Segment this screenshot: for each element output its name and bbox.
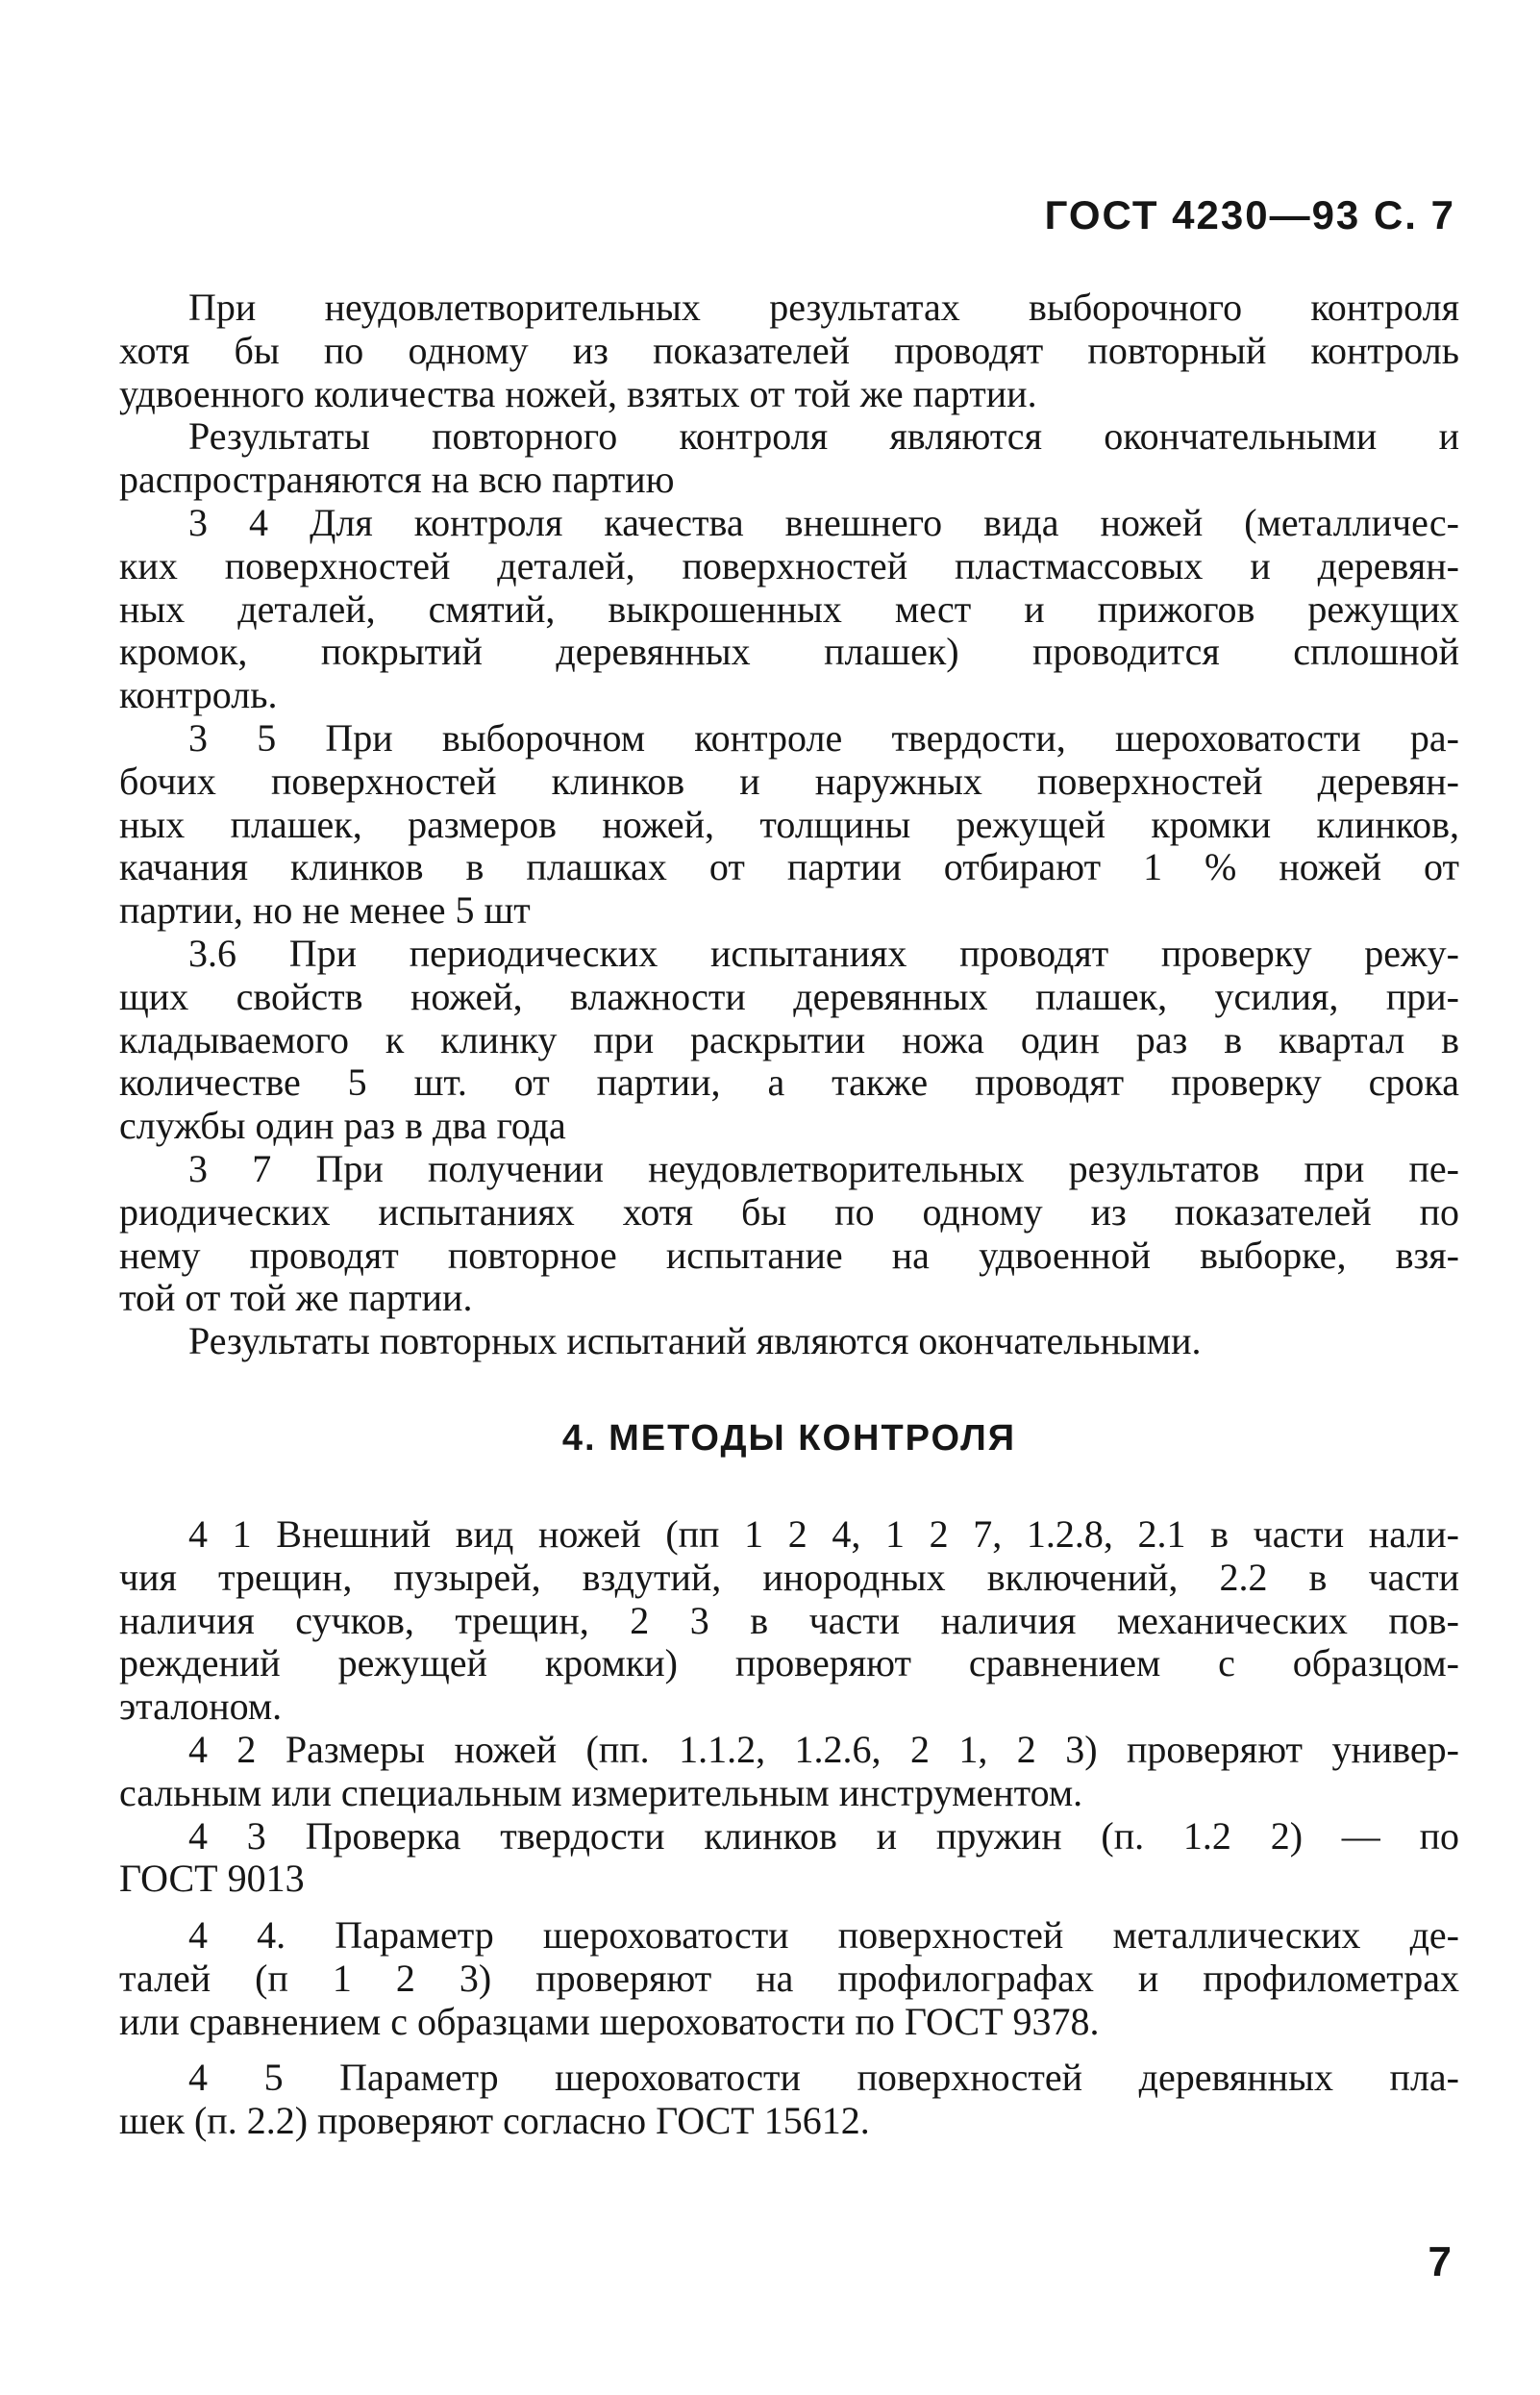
text-line: реждений режущей кромки) проверяют сравнением с образцом- [119, 1641, 1459, 1685]
text-line: бочих поверхностей клинков и наружных поверхностей деревян- [119, 759, 1459, 803]
paragraph-4-4 [119, 1914, 1459, 2043]
text-line: хотя бы по одному из показателей проводят повторный контроль [119, 328, 1459, 372]
text-line: 4 1 Внешний вид ножей (пп 1 2 4, 1 2 7, 1.2.8, 2.1 в части нали- [188, 1511, 1459, 1556]
text-line: распространяются на всю партию [119, 458, 675, 502]
text-line: 4 2 Размеры ножей (пп. 1.1.2, 1.2.6, 2 1, 2 3) проверяют универ- [188, 1727, 1459, 1771]
text-line: чия трещин, пузырей, вздутий, инородных включений, 2.2 в части [119, 1555, 1459, 1599]
text-line: сальным или специальным измерительным инструментом. [119, 1770, 1083, 1814]
text-line: кладываемого к клинку при раскрытии ножа один раз в квартал в [119, 1017, 1459, 1061]
paragraph-tests-final [119, 1320, 1459, 1363]
paragraph-3-5 [119, 717, 1459, 933]
paragraph-3-4 [119, 502, 1459, 717]
text-line: нему проводят повторное испытание на удвоенной выборке, взя- [119, 1233, 1459, 1277]
section-heading: 4. МЕТОДЫ КОНТРОЛЯ [561, 1417, 1017, 1459]
paragraph-4-3 [119, 1815, 1459, 1902]
page-number: 7 [1428, 2238, 1452, 2285]
text-line: ких поверхностей деталей, поверхностей пластмассовых и деревян- [119, 543, 1459, 587]
text-line: щих свойств ножей, влажности деревянных плашек, усилия, при- [119, 974, 1459, 1018]
paragraph-spacer [119, 2043, 1459, 2057]
paragraph-3-7 [119, 1148, 1459, 1320]
text-line: качания клинков в плашках от партии отбирают 1 % ножей от [119, 845, 1459, 889]
text-line: талей (п 1 2 3) проверяют на профилографах и профилометрах [119, 1956, 1459, 2000]
text-line: 4 5 Параметр шероховатости поверхностей деревянных пла- [188, 2056, 1459, 2100]
text-line: кромок, покрытий деревянных плашек) проводится сплошной [119, 630, 1459, 674]
paragraph-4-2 [119, 1729, 1459, 1815]
text-line: удвоенного количества ножей, взятых от той же партии. [119, 371, 1037, 415]
text-line: службы один раз в два года [119, 1104, 566, 1148]
section-spacer [119, 1459, 1459, 1513]
text-line: ных деталей, смятий, выкрошенных мест и прижогов режущих [119, 586, 1459, 631]
paragraph-retest-selective [119, 287, 1459, 415]
text-line: 4 3 Проверка твердости клинков и пружин (п. 1.2 2) — по [188, 1813, 1459, 1858]
section-spacer [119, 1363, 1459, 1417]
text-line: риодических испытаниях хотя бы по одному из показателей по [119, 1189, 1459, 1234]
text-line: Результаты повторных испытаний являются окончательными. [188, 1319, 1202, 1363]
text-line: контроль. [119, 673, 278, 717]
text-line: 3.6 При периодических испытаниях проводят проверку режу- [188, 931, 1459, 975]
text-line: ных плашек, размеров ножей, толщины режущей кромки клинков, [119, 802, 1459, 846]
paragraph-retest-final [119, 415, 1459, 502]
text-line: наличия сучков, трещин, 2 3 в части наличия механических пов- [119, 1598, 1459, 1642]
text-line: той от той же партии. [119, 1276, 473, 1320]
paragraph-4-1 [119, 1513, 1459, 1729]
text-line: шек (п. 2.2) проверяют согласно ГОСТ 15612. [119, 2099, 870, 2143]
text-line: Результаты повторного контроля являются окончательными и [188, 414, 1459, 459]
text-line: эталоном. [119, 1684, 283, 1729]
text-line: ГОСТ 9013 [119, 1857, 305, 1901]
paragraph-spacer [119, 1901, 1459, 1914]
paragraph-3-6 [119, 933, 1459, 1148]
text-line: 4 4. Параметр шероховатости поверхностей металлических де- [188, 1913, 1459, 1958]
text-line: или сравнением с образцами шероховатости по ГОСТ 9378. [119, 1999, 1100, 2043]
document-header: ГОСТ 4230—93 С. 7 [1044, 192, 1455, 237]
text-line: При неудовлетворительных результатах выборочного контроля [188, 286, 1459, 329]
text-line: 3 7 При получении неудовлетворительных результатов при пе- [188, 1146, 1459, 1190]
text-line: количестве 5 шт. от партии, а также проводят проверку срока [119, 1060, 1459, 1105]
text-line: партии, но не менее 5 шт [119, 888, 531, 933]
text-line: 3 5 При выборочном контроле твердости, шероховатости ра- [188, 715, 1459, 760]
paragraph-4-5 [119, 2057, 1459, 2143]
text-line: 3 4 Для контроля качества внешнего вида ножей (металличес- [188, 500, 1459, 544]
document-body [119, 287, 1459, 2143]
